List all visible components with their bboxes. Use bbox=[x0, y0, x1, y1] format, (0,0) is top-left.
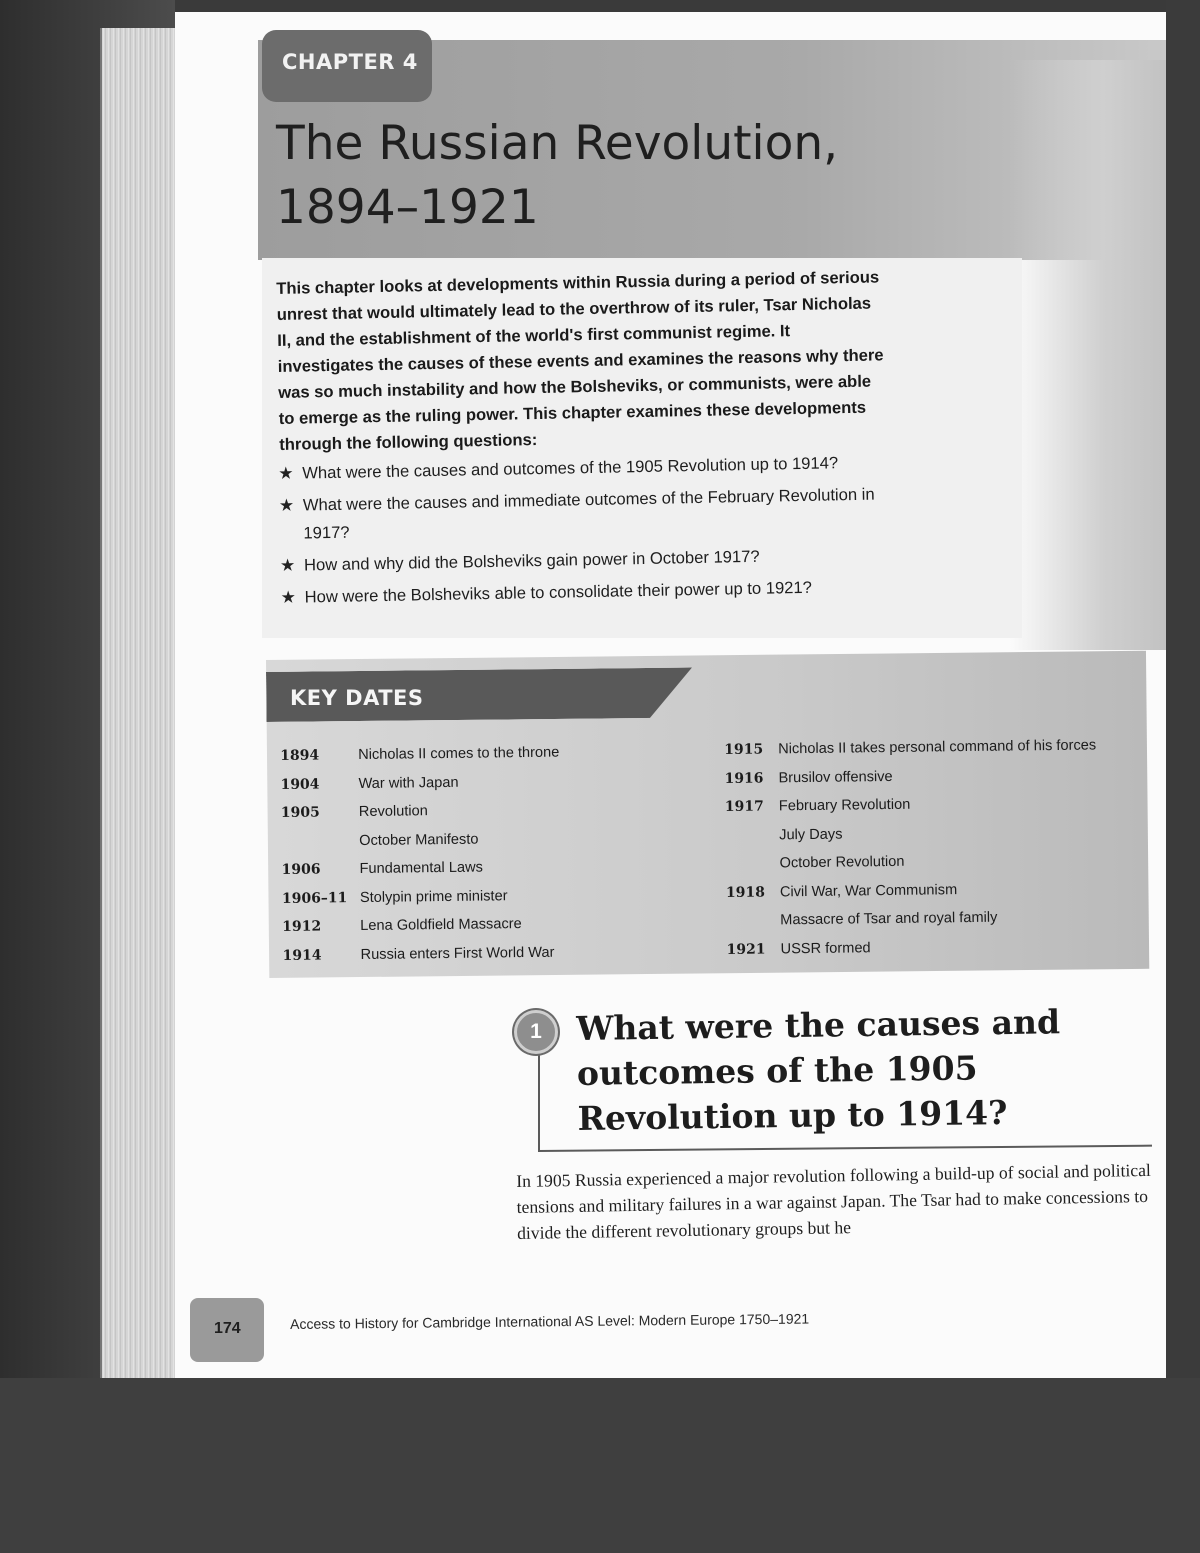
page-number: 174 bbox=[214, 1320, 241, 1337]
question-item: ★ What were the causes and immediate outcomes of the February Revolution in 1917? bbox=[278, 484, 875, 543]
date-event: USSR formed bbox=[780, 939, 871, 958]
date-year bbox=[726, 864, 780, 865]
section-rule-vertical bbox=[538, 1052, 540, 1152]
chapter-title-line2: 1894–1921 bbox=[276, 180, 539, 235]
scan-frame-top bbox=[0, 0, 1200, 12]
key-dates-right-column bbox=[724, 731, 1147, 964]
question-item: ★ What were the causes and outcomes of the 1905 Revolution up to 1914? bbox=[278, 448, 918, 488]
scan-frame-right bbox=[1166, 0, 1200, 1553]
running-footer: Access to History for Cambridge International AS Level: Modern Europe 1750–1921 bbox=[290, 1310, 810, 1332]
date-event: Nicholas II takes personal command of his forces bbox=[778, 737, 1097, 758]
date-year: 1914 bbox=[282, 947, 322, 964]
date-year: 1921 bbox=[726, 941, 766, 958]
date-event: October Revolution bbox=[779, 854, 905, 872]
key-dates-left-column bbox=[280, 737, 703, 970]
date-year bbox=[725, 835, 779, 836]
date-event: Brusilov offensive bbox=[778, 768, 893, 787]
section-heading-line3: Revolution up to 1914? bbox=[577, 1092, 1008, 1138]
date-event: Revolution bbox=[358, 803, 428, 821]
page-gutter-shadow bbox=[1010, 60, 1166, 650]
star-icon: ★ bbox=[279, 555, 296, 575]
chapter-title-line1: The Russian Revolution, bbox=[276, 116, 839, 171]
section-body-text: In 1905 Russia experienced a major revolution following a build-up of social and political tensions and military failures in a war against Japan. The Tsar had to make concessions to divide the different revolutionary groups but he bbox=[516, 1159, 1151, 1243]
date-year: 1918 bbox=[725, 884, 765, 901]
chapter-title bbox=[276, 112, 896, 240]
date-event: February Revolution bbox=[778, 796, 911, 815]
date-event: July Days bbox=[779, 826, 843, 844]
date-year: 1904 bbox=[280, 776, 320, 793]
date-year: 1917 bbox=[724, 798, 764, 816]
section-heading-line1: What were the causes and bbox=[576, 1002, 1061, 1048]
date-row bbox=[282, 936, 702, 970]
date-year bbox=[726, 921, 780, 922]
section-heading-line2: outcomes of the 1905 bbox=[576, 1048, 978, 1093]
date-event: War with Japan bbox=[358, 774, 459, 792]
question-item: ★ How and why did the Bolsheviks gain power in October 1917? bbox=[280, 540, 920, 580]
date-year: 1905 bbox=[280, 804, 320, 822]
key-dates-title: KEY DATES bbox=[290, 686, 424, 710]
date-year: 1906 bbox=[281, 861, 321, 879]
date-event: Lena Goldfield Massacre bbox=[360, 916, 522, 935]
scan-frame-bottom bbox=[0, 1378, 1200, 1553]
star-icon: ★ bbox=[278, 463, 294, 483]
date-event: Civil War, War Communism bbox=[779, 881, 958, 901]
date-event: Russia enters First World War bbox=[360, 944, 555, 963]
date-year: 1912 bbox=[282, 918, 322, 936]
date-year: 1894 bbox=[280, 747, 320, 765]
date-year bbox=[281, 841, 359, 842]
page-stack-edge bbox=[100, 28, 180, 1380]
section-number-badge: 1 bbox=[514, 1010, 558, 1054]
date-event: Nicholas II comes to the throne bbox=[358, 744, 560, 764]
question-item: ★ How were the Bolsheviks able to consolidate their power up to 1921? bbox=[280, 572, 920, 612]
chapter-questions bbox=[278, 448, 921, 616]
date-year: 1915 bbox=[724, 741, 764, 759]
intro-paragraph: This chapter looks at developments within Russia during a period of serious unrest that would ultimately lead to the overthrow of its ruler, Tsar Nicholas II, and the establishment of the world's first communist regime. It investigates the causes of these events and examines the reasons why there was so much instability and how the Bolsheviks, or communists, were able to emerge as the ruling power. This chapter examines these developments through the following questions: bbox=[276, 267, 884, 454]
section-heading bbox=[576, 998, 1138, 1141]
date-row bbox=[726, 930, 1146, 964]
date-year: 1906–11 bbox=[281, 889, 348, 907]
star-icon: ★ bbox=[278, 495, 295, 515]
date-event: Stolypin prime minister bbox=[359, 887, 508, 906]
date-year: 1916 bbox=[724, 770, 764, 787]
date-event: Fundamental Laws bbox=[359, 859, 483, 878]
star-icon: ★ bbox=[280, 587, 297, 607]
chapter-label: CHAPTER 4 bbox=[262, 30, 432, 102]
date-event: Massacre of Tsar and royal family bbox=[780, 909, 998, 929]
date-event: October Manifesto bbox=[359, 831, 479, 849]
